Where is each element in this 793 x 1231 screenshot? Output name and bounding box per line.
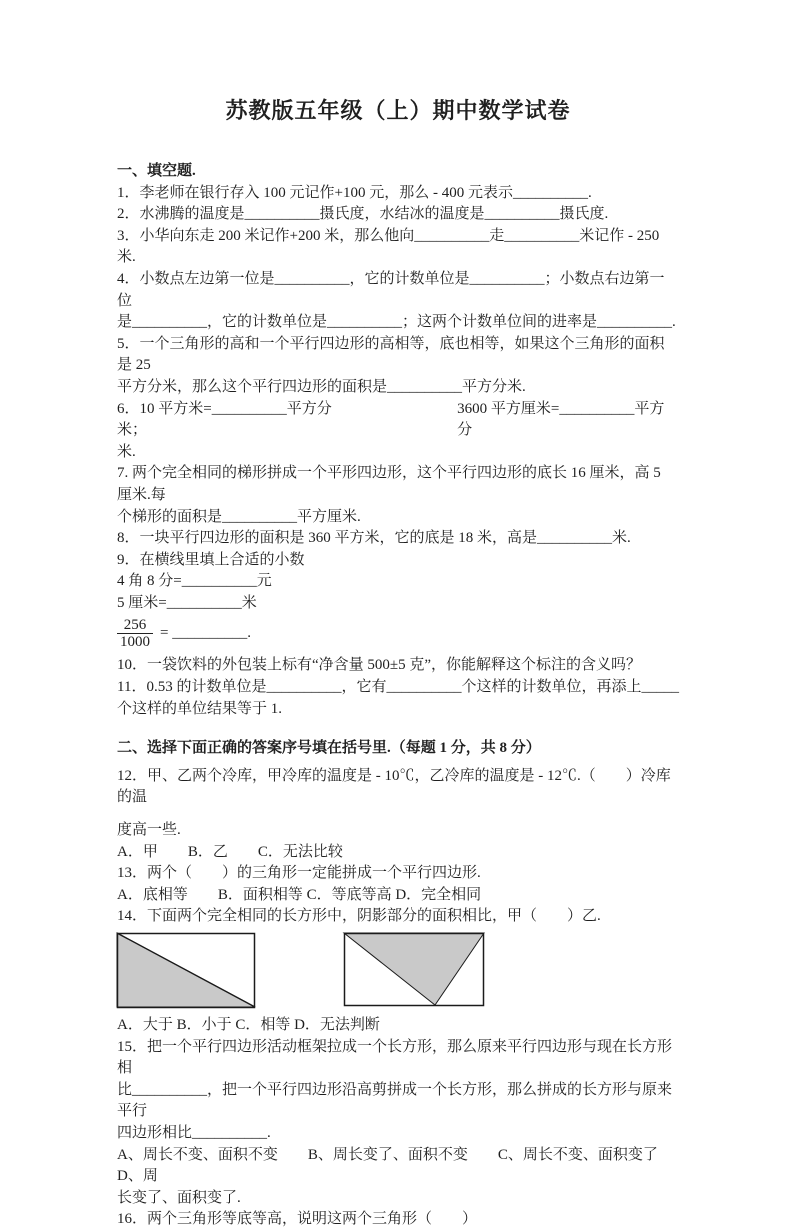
question-9: 9．在横线里填上合适的小数 [117, 551, 305, 568]
question-4-line-1: 4．小数点左边第一位是__________，它的计数单位是__________；小数点右边第一位 [117, 270, 665, 309]
question-9-sub-2: 5 厘米=__________米 [117, 594, 257, 611]
fraction-equals-blank: = __________. [160, 625, 251, 642]
fraction-denominator: 1000 [117, 633, 153, 650]
question-15-line-1: 15．把一个平行四边形活动框架拉成一个长方形，那么原来平行四边形与现在长方形相 [117, 1038, 673, 1077]
question-14-figures [117, 933, 679, 1008]
question-3: 3．小华向东走 200 米记作+200 米，那么他向__________走__________米记作 - 250 米. [117, 227, 663, 266]
question-6-part-2: 3600 平方厘米=__________平方分 [457, 400, 665, 439]
fraction [117, 617, 153, 650]
question-6-tab-space [361, 399, 457, 442]
section-1-heading: 一、填空题. [117, 163, 196, 179]
question-7-line-2: 个梯形的面积是__________平方厘米. [117, 508, 361, 525]
question-6-line-1 [117, 399, 679, 442]
question-14: 14．下面两个完全相同的长方形中，阴影部分的面积相比，甲（ ）乙. [117, 908, 601, 925]
question-12-line-2: 度高一些. [117, 822, 181, 839]
question-13-options: A．底相等 B．面积相等 C．等底等高 D．完全相同 [117, 886, 482, 903]
page-title: 苏教版五年级（上）期中数学试卷 [225, 98, 571, 123]
question-15-line-2: 比__________，把一个平行四边形沿高剪拼成一个长方形，那么拼成的长方形与原来平行 [117, 1081, 673, 1120]
question-5-line-2: 平方分米，那么这个平行四边形的面积是__________平方分米. [117, 378, 526, 395]
question-9-sub-1: 4 角 8 分=__________元 [117, 573, 272, 590]
question-12-line-1: 12．甲、乙两个冷库，甲冷库的温度是 - 10℃，乙冷库的温度是 - 12℃.（ ）冷库的温 [117, 767, 671, 806]
question-13: 13．两个（ ）的三角形一定能拼成一个平行四边形. [117, 865, 481, 882]
fraction-numerator: 256 [123, 617, 147, 634]
question-4-line-2: 是__________，它的计数单位是__________；这两个计数单位间的进率是__________. [117, 314, 676, 331]
question-5-line-1: 5．一个三角形的高和一个平行四边形的高相等，底也相等，如果这个三角形的面积是 25 [117, 335, 665, 374]
shaded-triangle-right [344, 933, 484, 1005]
question-8: 8．一块平行四边形的面积是 360 平方米，它的底是 18 米，高是__________米. [117, 530, 631, 547]
question-11-line-1: 11．0.53 的计数单位是__________，它有__________个这样的计数单位，再添上_____ [117, 679, 679, 696]
exam-content [117, 97, 688, 1231]
question-14-options: A．大于 B．小于 C．相等 D．无法判断 [117, 1017, 380, 1033]
question-9-fraction-line [117, 617, 679, 650]
question-2: 2．水沸腾的温度是__________摄氏度，水结冰的温度是__________摄氏度. [117, 206, 609, 223]
question-1: 1．李老师在银行存入 100 元记作+100 元，那么 - 400 元表示__________. [117, 184, 592, 201]
section-2-heading: 二、选择下面正确的答案序号填在括号里.（每题 1 分，共 8 分） [117, 740, 541, 757]
figure-right-rectangle-yi [344, 933, 484, 1006]
question-10: 10．一袋饮料的外包装上标有“净含量 500±5 克”，你能解释这个标注的含义吗？ [117, 657, 642, 674]
question-15-options-line-2: 长变了、面积变了. [117, 1189, 241, 1206]
question-6-line-2: 米. [117, 443, 136, 460]
figure-left-rectangle-jia [117, 933, 255, 1008]
question-15-line-3: 四边形相比__________. [117, 1124, 271, 1141]
question-12-options: A．甲 B．乙 C．无法比较 [117, 843, 343, 860]
question-15-options-line-1: A、周长不变、面积不变 B、周长变了、面积不变 C、周长不变、面积变了 D、周 [117, 1146, 688, 1185]
question-7-line-1: 7. 两个完全相同的梯形拼成一个平形四边形，这个平行四边形的底长 16 厘米，高 5 厘米.每 [117, 465, 665, 503]
question-11-line-2: 个这样的单位结果等于 1. [117, 700, 283, 717]
question-6-part-1: 6．10 平方米=__________平方分米； [117, 400, 332, 439]
question-16: 16．两个三角形等底等高，说明这两个三角形（ ） [117, 1211, 478, 1228]
